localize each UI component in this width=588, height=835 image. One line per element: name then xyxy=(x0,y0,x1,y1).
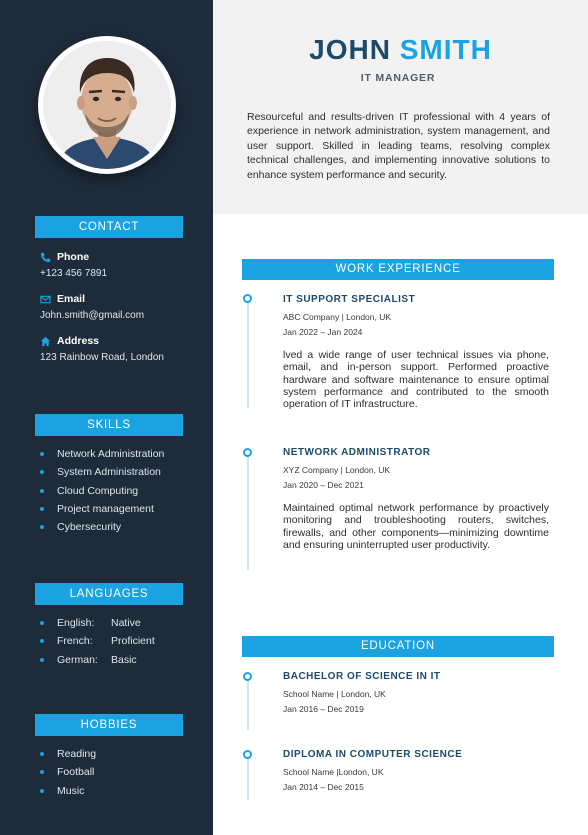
phone-icon xyxy=(40,252,51,263)
phone-label-text: Phone xyxy=(57,251,90,263)
language-name: French: xyxy=(57,635,93,648)
skills-list xyxy=(40,445,164,536)
language-level: Native xyxy=(111,617,141,630)
bullet-dot-icon xyxy=(40,658,44,662)
skill-item xyxy=(40,463,164,481)
skill-item xyxy=(40,445,164,463)
timeline-line xyxy=(247,680,249,730)
job-company-1: ABC Company | London, UK xyxy=(283,312,392,322)
profile-photo-frame xyxy=(38,36,176,174)
bullet-dot-icon xyxy=(40,470,44,474)
address-value: 123 Rainbow Road, London xyxy=(40,352,164,363)
contact-heading: CONTACT xyxy=(35,216,183,238)
bullet-dot-icon xyxy=(40,525,44,529)
school-1: School Name | London, UK xyxy=(283,689,386,699)
full-name xyxy=(213,34,588,66)
address-label-text: Address xyxy=(57,335,100,347)
hobby-item xyxy=(40,763,96,781)
timeline-node-icon xyxy=(243,750,252,759)
language-level: Basic xyxy=(111,653,137,666)
skill-text: Cloud Computing xyxy=(57,484,139,497)
job-title-2: NETWORK ADMINISTRATOR xyxy=(283,447,431,458)
skill-text: Network Administration xyxy=(57,448,165,461)
school-2: School Name |London, UK xyxy=(283,767,384,777)
job-description-1: lved a wide range of user technical issues via phone, email, and in-person support. Performed proactive hardware and software maintenance to ensure optimal system performance and contributed to the smooth operation of IT infrastructure. xyxy=(283,349,549,411)
hobbies-heading: HOBBIES xyxy=(35,714,183,736)
education-dates-1: Jan 2016 – Dec 2019 xyxy=(283,704,364,714)
skill-item xyxy=(40,518,164,536)
sidebar xyxy=(0,0,213,835)
language-item xyxy=(40,651,155,669)
hobby-text: Music xyxy=(57,784,85,797)
bullet-dot-icon xyxy=(40,452,44,456)
job-description-2: Maintained optimal network performance by proactively monitoring and troubleshooting routers, switches, firewalls, and other components—minimizing downtime and ensuring uninterrupted user productivity. xyxy=(283,502,549,551)
languages-heading: LANGUAGES xyxy=(35,583,183,605)
job-title: IT MANAGER xyxy=(360,72,436,84)
language-level: Proficient xyxy=(111,635,155,648)
timeline-line xyxy=(247,456,249,570)
language-name: English: xyxy=(57,617,95,630)
timeline-line xyxy=(247,302,249,408)
skills-heading: SKILLS xyxy=(35,414,183,436)
skill-item xyxy=(40,482,164,500)
bullet-dot-icon xyxy=(40,489,44,493)
education-heading: EDUCATION xyxy=(242,636,554,657)
language-name: German: xyxy=(57,653,98,666)
hobbies-list xyxy=(40,745,96,800)
language-item xyxy=(40,632,155,650)
phone-label xyxy=(40,251,89,263)
email-value: John.smith@gmail.com xyxy=(40,310,145,321)
first-name: JOHN xyxy=(309,34,391,65)
hobby-item xyxy=(40,782,96,800)
bullet-dot-icon xyxy=(40,752,44,756)
job-dates-2: Jan 2020 – Dec 2021 xyxy=(283,480,364,490)
degree-title-2: DIPLOMA IN COMPUTER SCIENCE xyxy=(283,749,463,760)
hobby-text: Football xyxy=(57,766,95,779)
bullet-dot-icon xyxy=(40,639,44,643)
address-label xyxy=(40,335,99,347)
email-label-text: Email xyxy=(57,293,86,305)
hobby-item xyxy=(40,745,96,763)
skill-text: System Administration xyxy=(57,466,161,479)
skill-item xyxy=(40,500,164,518)
bullet-dot-icon xyxy=(40,507,44,511)
timeline-node-icon xyxy=(243,672,252,681)
timeline-node-icon xyxy=(243,448,252,457)
language-item xyxy=(40,614,155,632)
bullet-dot-icon xyxy=(40,789,44,793)
degree-title-1: BACHELOR OF SCIENCE IN IT xyxy=(283,671,441,682)
last-name: SMITH xyxy=(399,34,492,65)
education-dates-2: Jan 2014 – Dec 2015 xyxy=(283,782,364,792)
job-company-2: XYZ Company | London, UK xyxy=(283,465,391,475)
email-label xyxy=(40,293,85,305)
skill-text: Cybersecurity xyxy=(57,521,122,534)
hobby-text: Reading xyxy=(57,748,97,761)
work-experience-heading: WORK EXPERIENCE xyxy=(242,259,554,280)
bullet-dot-icon xyxy=(40,621,44,625)
timeline-node-icon xyxy=(243,294,252,303)
profile-photo xyxy=(43,41,171,169)
profile-summary: Resourceful and results-driven IT professional with 4 years of experience in network administration, system management, and user support. Skilled in leading teams, resolving complex technical challenges, and implementing innovative solutions to enhance system performance and security. xyxy=(247,111,550,181)
phone-value: +123 456 7891 xyxy=(40,268,108,279)
languages-list xyxy=(40,614,155,669)
bullet-dot-icon xyxy=(40,770,44,774)
job-dates-1: Jan 2022 – Jan 2024 xyxy=(283,327,363,337)
timeline-line xyxy=(247,758,249,800)
job-title-1: IT SUPPORT SPECIALIST xyxy=(283,294,416,305)
envelope-icon xyxy=(40,294,51,305)
skill-text: Project management xyxy=(57,503,154,516)
home-icon xyxy=(40,336,51,347)
